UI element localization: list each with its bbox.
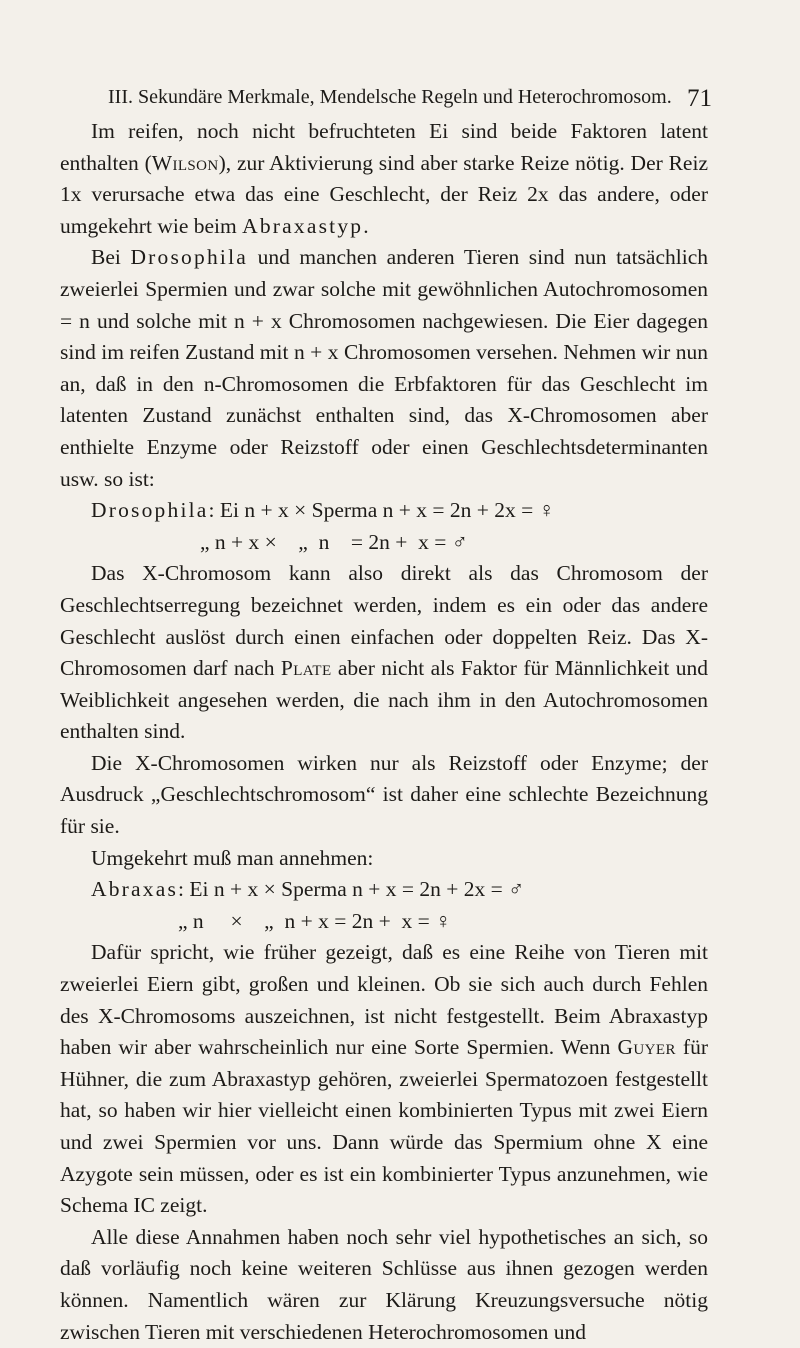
author-name: Wilson <box>151 150 219 175</box>
text-run: „ n × „ n + x = 2n + x = ♀ <box>178 908 452 933</box>
text-run: Dafür spricht, wie früher gezeigt, daß es eine Reihe von Tieren mit zweierlei Eiern gibt, großen und kleinen. Ob sie sich auch durch Fehlen des X-Chromosoms auszeichnen, ist nicht festgestellt. Beim Abraxastyp haben wir aber wahrscheinlich nur eine Sorte Spermien. Wenn <box>60 940 708 1060</box>
formula-line <box>60 906 708 938</box>
paragraph <box>60 558 708 748</box>
spaced-term: Abraxas <box>91 877 179 902</box>
spaced-term: Drosophila <box>130 245 248 270</box>
text-run: Umgekehrt muß man annehmen: <box>91 845 374 870</box>
text-run: aber nicht als Faktor für Männlichkeit und Weiblichkeit angesehen werden, die nach ihm in den Autochromosomen enthalten sind. <box>60 656 708 744</box>
text-run: : Ei n + x × Sperma n + x = 2n + 2x = ♂ <box>178 877 525 902</box>
text-run: Die X-Chromosomen wirken nur als Reizstoff oder Enzyme; der Ausdruck „Geschlechtschromosom“ ist daher eine schlechte Bezeichnung für sie. <box>60 750 708 839</box>
paragraph <box>60 748 708 843</box>
paragraph <box>60 937 708 1221</box>
text-run: Im reifen, noch nicht befruchteten Ei sind beide Faktoren latent enthalten ( <box>60 119 708 175</box>
paragraph <box>60 116 708 242</box>
paragraph <box>60 1222 708 1348</box>
spaced-term: Abraxastyp <box>242 213 364 238</box>
body-text <box>60 116 708 1348</box>
text-run: . <box>363 213 369 238</box>
text-run: Bei <box>91 245 131 270</box>
spaced-term: Drosophila <box>91 498 209 523</box>
text-run: und manchen anderen Tieren sind nun tatsächlich zweierlei Spermien und zwar solche mit gewöhnlichen Autochromosomen = n und solche mit n + x Chromosomen nachgewiesen. Die Eier dagegen sind im reifen Zustand mit n + x Chromosomen versehen. Nehmen wir nun an, daß in den n-Chromosomen die Erbfaktoren für das Geschlecht im latenten Zustand zunächst enthalten sind, das X-Chromosomen aber enthielte Enzyme oder Reizstoff oder einen Geschlechtsdeterminanten usw. so ist: <box>60 245 708 491</box>
author-name: Plate <box>280 656 332 681</box>
text-run: für Hühner, die zum Abraxastyp gehören, zweierlei Spermatozoen festgestellt hat, so haben wir hier vielleicht einen kombinierten Typus mit zwei Eiern und zwei Spermien vor uns. Dann würde das Spermium ohne X eine Azygote sein müssen, oder es ist ein kombinierter Typus anzunehmen, wie Schema IC zeigt. <box>60 1035 708 1218</box>
text-run: Alle diese Annahmen haben noch sehr viel hypothetisches an sich, so daß vorläufig noch keine weiteren Schlüsse aus ihnen gezogen werden können. Namentlich wären zur Klärung Kreuzungsversuche nötig zwischen Tieren mit verschiedenen Heterochromosomen und <box>60 1224 708 1344</box>
header-title: III. Sekundäre Merkmale, Mendelsche Regeln und Heterochromosom. <box>108 86 672 108</box>
page-number: 71 <box>687 85 712 112</box>
text-run: : Ei n + x × Sperma n + x = 2n + 2x = ♀ <box>208 498 555 523</box>
text-run: ), zur Aktivierung sind aber starke Reize nötig. Der Reiz 1x verursache etwa das eine Geschlecht, der Reiz 2x das andere, oder umgekehrt wie beim <box>60 150 708 238</box>
text-run: Das X-Chromosom kann also direkt als das Chromosom der Geschlechtserregung bezeichnet werden, indem es ein oder das andere Geschlecht auslöst durch einen einfachen oder doppelten Reiz. Das X-Chromosomen darf nach <box>60 561 708 681</box>
author-name: Guyer <box>617 1035 676 1060</box>
text-run: „ n + x × „ n = 2n + x = ♂ <box>200 529 468 554</box>
paragraph <box>60 843 708 875</box>
paragraph <box>60 242 708 495</box>
formula-line <box>60 495 708 527</box>
formula-line <box>60 874 708 906</box>
formula-line <box>60 527 708 559</box>
